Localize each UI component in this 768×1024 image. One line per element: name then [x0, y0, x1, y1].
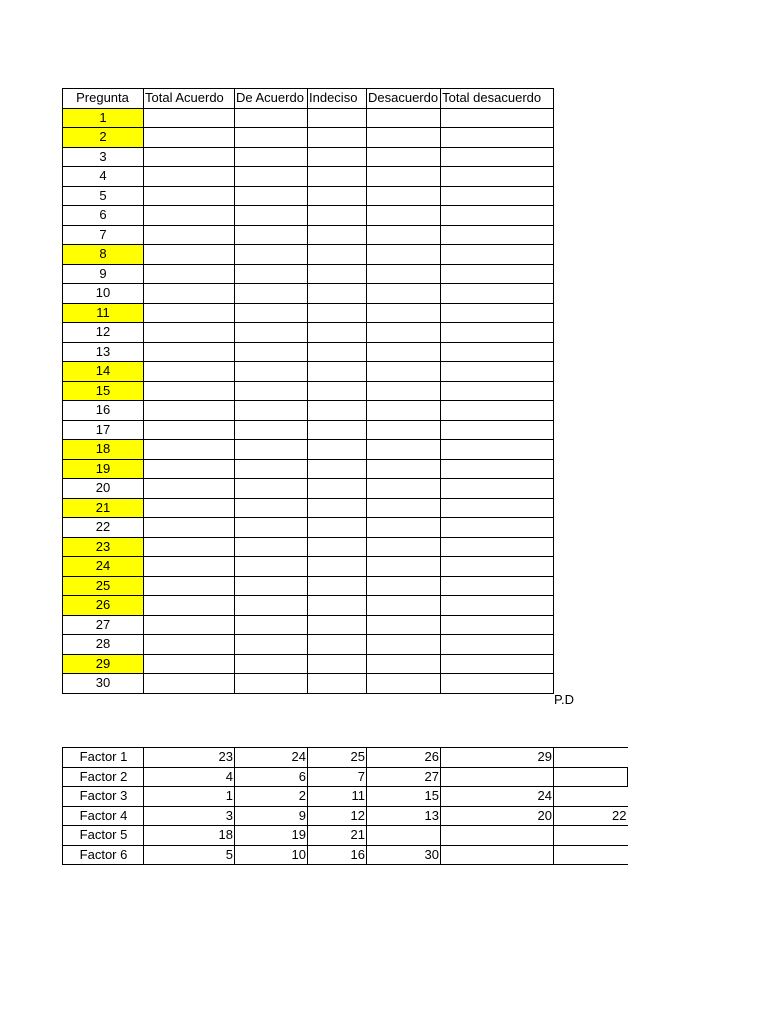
table-row [63, 186, 554, 206]
factor-value-cell[interactable]: 11 [308, 787, 367, 807]
response-cell[interactable] [367, 264, 441, 284]
response-cell[interactable] [235, 440, 308, 460]
response-cell[interactable] [367, 401, 441, 421]
response-cell[interactable] [308, 147, 367, 167]
response-cell[interactable] [235, 557, 308, 577]
question-number-cell[interactable]: 30 [63, 674, 144, 694]
table-row [63, 498, 554, 518]
response-cell[interactable] [144, 557, 235, 577]
question-number-cell[interactable]: 7 [63, 225, 144, 245]
response-cell[interactable] [308, 303, 367, 323]
response-cell[interactable] [144, 303, 235, 323]
response-cell[interactable] [144, 147, 235, 167]
header-de-acuerdo[interactable]: De Acuerdo [235, 89, 308, 109]
factor-value-cell[interactable] [554, 787, 628, 807]
response-cell[interactable] [235, 635, 308, 655]
response-cell[interactable] [367, 206, 441, 226]
response-cell[interactable] [144, 674, 235, 694]
response-cell[interactable] [235, 498, 308, 518]
table-row [63, 557, 554, 577]
response-cell[interactable] [441, 518, 554, 538]
survey-table [62, 88, 554, 694]
response-cell[interactable] [367, 128, 441, 148]
response-cell[interactable] [144, 615, 235, 635]
response-cell[interactable] [235, 401, 308, 421]
header-desacuerdo[interactable]: Desacuerdo [367, 89, 441, 109]
pd-label: P.D [554, 692, 574, 707]
response-cell[interactable] [308, 264, 367, 284]
factor-name-cell[interactable]: Factor 5 [63, 826, 144, 846]
response-cell[interactable] [144, 596, 235, 616]
response-cell[interactable] [308, 596, 367, 616]
response-cell[interactable] [144, 654, 235, 674]
header-total-acuerdo[interactable]: Total Acuerdo [144, 89, 235, 109]
response-cell[interactable] [235, 459, 308, 479]
question-number-cell[interactable]: 27 [63, 615, 144, 635]
response-cell[interactable] [367, 167, 441, 187]
response-cell[interactable] [144, 576, 235, 596]
response-cell[interactable] [367, 323, 441, 343]
table-row [63, 323, 554, 343]
response-cell[interactable] [367, 381, 441, 401]
table-row [63, 635, 554, 655]
response-cell[interactable] [235, 303, 308, 323]
response-cell[interactable] [308, 537, 367, 557]
response-cell[interactable] [144, 479, 235, 499]
response-cell[interactable] [441, 537, 554, 557]
response-cell[interactable] [235, 167, 308, 187]
response-cell[interactable] [144, 459, 235, 479]
response-cell[interactable] [367, 245, 441, 265]
response-cell[interactable] [308, 615, 367, 635]
table-row [63, 674, 554, 694]
survey-header-row [63, 89, 554, 109]
question-number-cell[interactable]: 9 [63, 264, 144, 284]
table-row [63, 362, 554, 382]
factor-value-cell[interactable]: 24 [441, 787, 554, 807]
response-cell[interactable] [441, 674, 554, 694]
factor-value-cell[interactable]: 6 [235, 767, 308, 787]
header-indeciso[interactable]: Indeciso [308, 89, 367, 109]
response-cell[interactable] [308, 206, 367, 226]
response-cell[interactable] [441, 206, 554, 226]
response-cell[interactable] [441, 615, 554, 635]
table-row [63, 596, 554, 616]
factor-value-cell[interactable]: 19 [235, 826, 308, 846]
factor-value-cell[interactable] [367, 826, 441, 846]
response-cell[interactable] [441, 479, 554, 499]
question-number-cell[interactable]: 10 [63, 284, 144, 304]
response-cell[interactable] [308, 635, 367, 655]
response-cell[interactable] [235, 654, 308, 674]
factor-value-cell[interactable]: 29 [441, 748, 554, 768]
question-number-cell[interactable]: 18 [63, 440, 144, 460]
factor-value-cell[interactable]: 2 [235, 787, 308, 807]
response-cell[interactable] [235, 147, 308, 167]
table-row [63, 264, 554, 284]
response-cell[interactable] [235, 206, 308, 226]
response-cell[interactable] [441, 108, 554, 128]
response-cell[interactable] [367, 635, 441, 655]
response-cell[interactable] [308, 557, 367, 577]
factor-name-cell[interactable]: Factor 6 [63, 845, 144, 865]
response-cell[interactable] [367, 342, 441, 362]
factor-value-cell[interactable] [441, 826, 554, 846]
response-cell[interactable] [144, 186, 235, 206]
response-cell[interactable] [144, 635, 235, 655]
factor-row [63, 845, 628, 865]
question-number-cell[interactable]: 14 [63, 362, 144, 382]
table-row [63, 245, 554, 265]
response-cell[interactable] [144, 342, 235, 362]
table-row [63, 284, 554, 304]
factor-row [63, 767, 628, 787]
factor-value-cell[interactable] [554, 826, 628, 846]
table-row [63, 206, 554, 226]
response-cell[interactable] [367, 479, 441, 499]
response-cell[interactable] [308, 654, 367, 674]
table-row [63, 654, 554, 674]
response-cell[interactable] [441, 381, 554, 401]
response-cell[interactable] [367, 596, 441, 616]
factor-value-cell[interactable] [554, 748, 628, 768]
question-number-cell[interactable]: 19 [63, 459, 144, 479]
factor-value-cell[interactable] [554, 845, 628, 865]
factor-value-cell[interactable] [441, 845, 554, 865]
response-cell[interactable] [367, 440, 441, 460]
question-number-cell[interactable]: 20 [63, 479, 144, 499]
response-cell[interactable] [235, 537, 308, 557]
response-cell[interactable] [308, 518, 367, 538]
response-cell[interactable] [144, 206, 235, 226]
response-cell[interactable] [144, 362, 235, 382]
table-row [63, 459, 554, 479]
response-cell[interactable] [235, 323, 308, 343]
response-cell[interactable] [144, 284, 235, 304]
factor-value-cell[interactable]: 3 [144, 806, 235, 826]
response-cell[interactable] [235, 674, 308, 694]
factor-value-cell[interactable]: 21 [308, 826, 367, 846]
response-cell[interactable] [367, 459, 441, 479]
response-cell[interactable] [235, 381, 308, 401]
table-row [63, 342, 554, 362]
response-cell[interactable] [441, 459, 554, 479]
response-cell[interactable] [144, 537, 235, 557]
factor-value-cell[interactable]: 9 [235, 806, 308, 826]
factor-value-cell[interactable]: 5 [144, 845, 235, 865]
response-cell[interactable] [144, 323, 235, 343]
response-cell[interactable] [441, 225, 554, 245]
response-cell[interactable] [235, 342, 308, 362]
response-cell[interactable] [441, 323, 554, 343]
response-cell[interactable] [235, 615, 308, 635]
question-number-cell[interactable]: 12 [63, 323, 144, 343]
response-cell[interactable] [441, 264, 554, 284]
question-number-cell[interactable]: 24 [63, 557, 144, 577]
response-cell[interactable] [308, 479, 367, 499]
response-cell[interactable] [441, 147, 554, 167]
response-cell[interactable] [367, 303, 441, 323]
table-row [63, 420, 554, 440]
response-cell[interactable] [367, 518, 441, 538]
header-pregunta[interactable]: Pregunta [63, 89, 144, 109]
response-cell[interactable] [235, 576, 308, 596]
response-cell[interactable] [144, 381, 235, 401]
response-cell[interactable] [235, 225, 308, 245]
question-number-cell[interactable]: 22 [63, 518, 144, 538]
table-row [63, 225, 554, 245]
response-cell[interactable] [144, 420, 235, 440]
response-cell[interactable] [144, 167, 235, 187]
response-cell[interactable] [441, 635, 554, 655]
response-cell[interactable] [308, 401, 367, 421]
factor-value-cell[interactable] [554, 767, 628, 787]
question-number-cell[interactable]: 21 [63, 498, 144, 518]
factor-name-cell[interactable]: Factor 4 [63, 806, 144, 826]
factor-value-cell[interactable]: 7 [308, 767, 367, 787]
response-cell[interactable] [235, 245, 308, 265]
question-number-cell[interactable]: 15 [63, 381, 144, 401]
factor-value-cell[interactable]: 10 [235, 845, 308, 865]
response-cell[interactable] [308, 576, 367, 596]
response-cell[interactable] [144, 498, 235, 518]
question-number-cell[interactable]: 13 [63, 342, 144, 362]
factor-value-cell[interactable]: 20 [441, 806, 554, 826]
response-cell[interactable] [308, 440, 367, 460]
response-cell[interactable] [441, 557, 554, 577]
response-cell[interactable] [367, 284, 441, 304]
table-row [63, 108, 554, 128]
response-cell[interactable] [441, 596, 554, 616]
factor-value-cell[interactable]: 4 [144, 767, 235, 787]
response-cell[interactable] [367, 576, 441, 596]
table-row [63, 576, 554, 596]
factor-value-cell[interactable]: 25 [308, 748, 367, 768]
response-cell[interactable] [308, 459, 367, 479]
response-cell[interactable] [441, 284, 554, 304]
response-cell[interactable] [308, 225, 367, 245]
response-cell[interactable] [235, 284, 308, 304]
response-cell[interactable] [441, 128, 554, 148]
response-cell[interactable] [441, 186, 554, 206]
table-row [63, 479, 554, 499]
response-cell[interactable] [235, 264, 308, 284]
response-cell[interactable] [308, 284, 367, 304]
response-cell[interactable] [367, 537, 441, 557]
response-cell[interactable] [441, 420, 554, 440]
question-number-cell[interactable]: 28 [63, 635, 144, 655]
response-cell[interactable] [144, 225, 235, 245]
factor-value-cell[interactable]: 26 [367, 748, 441, 768]
response-cell[interactable] [308, 381, 367, 401]
table-row [63, 615, 554, 635]
response-cell[interactable] [308, 498, 367, 518]
factor-name-cell[interactable]: Factor 1 [63, 748, 144, 768]
response-cell[interactable] [235, 420, 308, 440]
response-cell[interactable] [308, 323, 367, 343]
factor-value-cell[interactable]: 1 [144, 787, 235, 807]
factor-value-cell[interactable] [441, 767, 554, 787]
response-cell[interactable] [308, 362, 367, 382]
question-number-cell[interactable]: 11 [63, 303, 144, 323]
response-cell[interactable] [441, 167, 554, 187]
factor-value-cell[interactable]: 16 [308, 845, 367, 865]
question-number-cell[interactable]: 29 [63, 654, 144, 674]
factor-value-cell[interactable]: 15 [367, 787, 441, 807]
response-cell[interactable] [235, 518, 308, 538]
factor-value-cell[interactable]: 24 [235, 748, 308, 768]
response-cell[interactable] [308, 128, 367, 148]
response-cell[interactable] [308, 420, 367, 440]
factor-row [63, 787, 628, 807]
response-cell[interactable] [367, 147, 441, 167]
response-cell[interactable] [367, 362, 441, 382]
response-cell[interactable] [441, 576, 554, 596]
factor-row [63, 826, 628, 846]
question-number-cell[interactable]: 16 [63, 401, 144, 421]
response-cell[interactable] [308, 245, 367, 265]
response-cell[interactable] [235, 362, 308, 382]
factor-value-cell[interactable]: 23 [144, 748, 235, 768]
table-row [63, 128, 554, 148]
header-total-desacuerdo[interactable]: Total desacuerdo [441, 89, 554, 109]
response-cell[interactable] [144, 518, 235, 538]
response-cell[interactable] [441, 362, 554, 382]
table-row [63, 537, 554, 557]
response-cell[interactable] [441, 303, 554, 323]
question-number-cell[interactable]: 4 [63, 167, 144, 187]
response-cell[interactable] [144, 245, 235, 265]
response-cell[interactable] [367, 498, 441, 518]
table-row [63, 518, 554, 538]
response-cell[interactable] [235, 596, 308, 616]
response-cell[interactable] [235, 128, 308, 148]
response-cell[interactable] [367, 674, 441, 694]
response-cell[interactable] [308, 108, 367, 128]
question-number-cell[interactable]: 17 [63, 420, 144, 440]
table-row [63, 167, 554, 187]
response-cell[interactable] [441, 245, 554, 265]
response-cell[interactable] [144, 440, 235, 460]
table-row [63, 147, 554, 167]
question-number-cell[interactable]: 26 [63, 596, 144, 616]
response-cell[interactable] [308, 167, 367, 187]
factor-value-cell[interactable]: 27 [367, 767, 441, 787]
response-cell[interactable] [367, 615, 441, 635]
response-cell[interactable] [144, 108, 235, 128]
response-cell[interactable] [441, 654, 554, 674]
factor-row [63, 748, 628, 768]
question-number-cell[interactable]: 8 [63, 245, 144, 265]
factor-value-cell[interactable]: 30 [367, 845, 441, 865]
response-cell[interactable] [235, 108, 308, 128]
response-cell[interactable] [308, 186, 367, 206]
factor-value-cell[interactable]: 13 [367, 806, 441, 826]
response-cell[interactable] [235, 479, 308, 499]
factor-table [62, 747, 628, 865]
question-number-cell[interactable]: 25 [63, 576, 144, 596]
table-row [63, 401, 554, 421]
response-cell[interactable] [235, 186, 308, 206]
question-number-cell[interactable]: 6 [63, 206, 144, 226]
response-cell[interactable] [367, 186, 441, 206]
response-cell[interactable] [441, 498, 554, 518]
response-cell[interactable] [441, 440, 554, 460]
response-cell[interactable] [367, 654, 441, 674]
question-number-cell[interactable]: 2 [63, 128, 144, 148]
response-cell[interactable] [441, 342, 554, 362]
response-cell[interactable] [144, 128, 235, 148]
factor-value-cell[interactable]: 22 [554, 806, 628, 826]
factor-name-cell[interactable]: Factor 2 [63, 767, 144, 787]
factor-value-cell[interactable]: 18 [144, 826, 235, 846]
response-cell[interactable] [308, 342, 367, 362]
response-cell[interactable] [441, 401, 554, 421]
question-number-cell[interactable]: 1 [63, 108, 144, 128]
factor-name-cell[interactable]: Factor 3 [63, 787, 144, 807]
factor-row [63, 806, 628, 826]
table-row [63, 440, 554, 460]
response-cell[interactable] [367, 225, 441, 245]
response-cell[interactable] [144, 264, 235, 284]
response-cell[interactable] [308, 674, 367, 694]
response-cell[interactable] [367, 557, 441, 577]
question-number-cell[interactable]: 23 [63, 537, 144, 557]
question-number-cell[interactable]: 5 [63, 186, 144, 206]
response-cell[interactable] [367, 420, 441, 440]
factor-value-cell[interactable]: 12 [308, 806, 367, 826]
response-cell[interactable] [367, 108, 441, 128]
response-cell[interactable] [144, 401, 235, 421]
question-number-cell[interactable]: 3 [63, 147, 144, 167]
table-row [63, 303, 554, 323]
table-row [63, 381, 554, 401]
